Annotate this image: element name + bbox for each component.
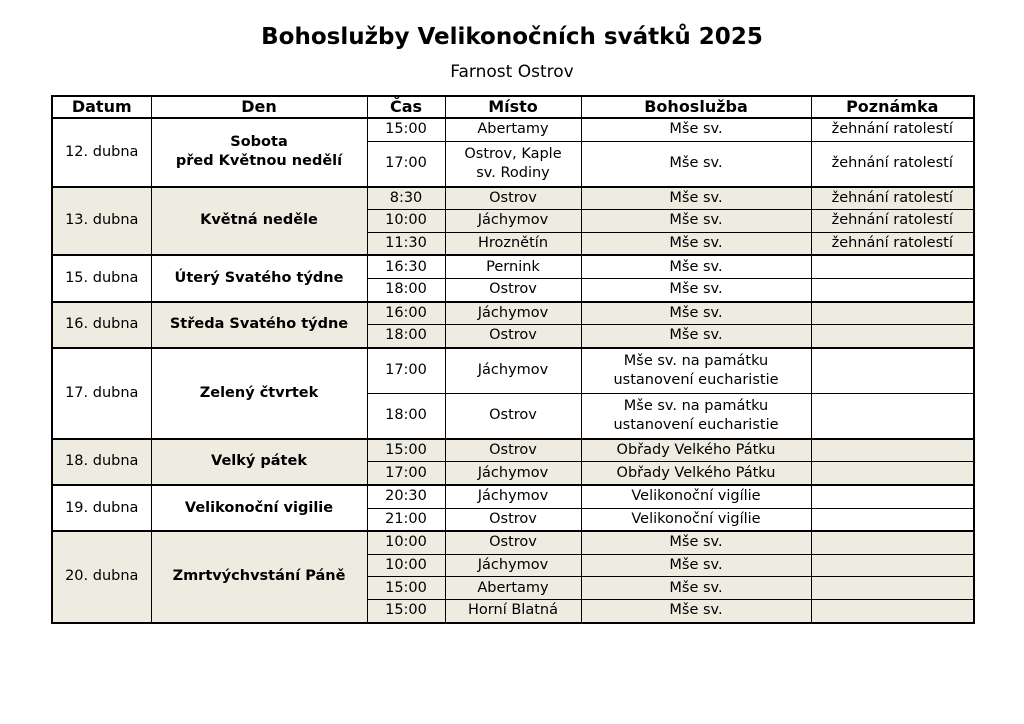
- place-cell: [445, 141, 581, 187]
- time-cell: 16:30: [367, 255, 445, 278]
- note-cell: žehnání ratolestí: [811, 210, 974, 233]
- service-cell: Mše sv.: [581, 255, 811, 278]
- table-row: [52, 118, 974, 141]
- date-cell: 19. dubna: [52, 485, 151, 531]
- place-cell: Pernink: [445, 255, 581, 278]
- time-cell: 21:00: [367, 508, 445, 531]
- day-cell: Zelený čtvrtek: [151, 348, 367, 439]
- place-cell: Ostrov: [445, 393, 581, 439]
- table-row: [52, 531, 974, 554]
- day-line: Sobota: [230, 134, 288, 151]
- day-cell: Zmrtvýchvstání Páně: [151, 531, 367, 622]
- col-header-datum: Datum: [52, 96, 151, 118]
- date-cell: 12. dubna: [52, 118, 151, 187]
- note-cell: [811, 508, 974, 531]
- time-cell: 17:00: [367, 141, 445, 187]
- note-cell: žehnání ratolestí: [811, 141, 974, 187]
- place-cell: Ostrov: [445, 187, 581, 210]
- time-cell: 18:00: [367, 278, 445, 301]
- table-row: [52, 187, 974, 210]
- col-header-poznamka: Poznámka: [811, 96, 974, 118]
- time-cell: 8:30: [367, 187, 445, 210]
- col-header-bohosluzba: Bohoslužba: [581, 96, 811, 118]
- day-cell: Velký pátek: [151, 439, 367, 485]
- time-cell: 15:00: [367, 577, 445, 600]
- date-cell: 15. dubna: [52, 255, 151, 301]
- table-row: [52, 485, 974, 508]
- service-cell: Mše sv.: [581, 210, 811, 233]
- note-cell: [811, 278, 974, 301]
- service-cell: Mše sv.: [581, 278, 811, 301]
- day-cell: Velikonoční vigilie: [151, 485, 367, 531]
- day-cell: [151, 118, 367, 187]
- time-cell: 18:00: [367, 325, 445, 348]
- day-group-2: [52, 255, 974, 301]
- note-cell: [811, 393, 974, 439]
- service-cell: Velikonoční vigílie: [581, 508, 811, 531]
- note-cell: žehnání ratolestí: [811, 232, 974, 255]
- col-header-misto: Místo: [445, 96, 581, 118]
- service-line: Mše sv. na památku: [623, 397, 769, 414]
- note-cell: [811, 485, 974, 508]
- time-cell: 11:30: [367, 232, 445, 255]
- place-cell: Jáchymov: [445, 485, 581, 508]
- day-group-7: [52, 531, 974, 622]
- service-cell: Mše sv.: [581, 554, 811, 577]
- note-cell: [811, 255, 974, 278]
- day-group-1: [52, 187, 974, 256]
- time-cell: 10:00: [367, 531, 445, 554]
- col-header-cas: Čas: [367, 96, 445, 118]
- table-header-row: [52, 96, 974, 118]
- table-row: [52, 255, 974, 278]
- note-cell: [811, 439, 974, 462]
- day-group-4: [52, 348, 974, 439]
- col-header-den: Den: [151, 96, 367, 118]
- service-cell: Obřady Velkého Pátku: [581, 462, 811, 485]
- place-cell: Abertamy: [445, 577, 581, 600]
- day-group-3: [52, 302, 974, 348]
- day-group-0: [52, 118, 974, 187]
- service-cell: Mše sv.: [581, 141, 811, 187]
- place-cell: Jáchymov: [445, 210, 581, 233]
- service-cell: Obřady Velkého Pátku: [581, 439, 811, 462]
- service-cell: Mše sv.: [581, 531, 811, 554]
- time-cell: 17:00: [367, 462, 445, 485]
- service-cell: Mše sv.: [581, 232, 811, 255]
- service-cell: Mše sv.: [581, 118, 811, 141]
- place-cell: Jáchymov: [445, 302, 581, 325]
- page-title: Bohoslužby Velikonočních svátků 2025: [261, 24, 763, 50]
- schedule-table: [51, 95, 975, 624]
- place-cell: Horní Blatná: [445, 599, 581, 622]
- note-cell: [811, 325, 974, 348]
- service-line: ustanovení eucharistie: [613, 371, 779, 388]
- page-subtitle: Farnost Ostrov: [450, 62, 574, 82]
- note-cell: žehnání ratolestí: [811, 187, 974, 210]
- place-line: sv. Rodiny: [476, 164, 550, 181]
- time-cell: 15:00: [367, 439, 445, 462]
- place-cell: Jáchymov: [445, 554, 581, 577]
- service-line: Mše sv. na památku: [623, 352, 769, 369]
- service-cell: [581, 393, 811, 439]
- date-cell: 18. dubna: [52, 439, 151, 485]
- note-cell: [811, 302, 974, 325]
- table-row: [52, 439, 974, 462]
- time-cell: 15:00: [367, 118, 445, 141]
- place-cell: Ostrov: [445, 531, 581, 554]
- place-cell: Abertamy: [445, 118, 581, 141]
- place-cell: Ostrov: [445, 508, 581, 531]
- date-cell: 16. dubna: [52, 302, 151, 348]
- day-cell: Květná neděle: [151, 187, 367, 256]
- note-cell: [811, 462, 974, 485]
- place-cell: Ostrov: [445, 325, 581, 348]
- day-cell: Středa Svatého týdne: [151, 302, 367, 348]
- time-cell: 15:00: [367, 599, 445, 622]
- place-cell: Ostrov: [445, 278, 581, 301]
- note-cell: [811, 577, 974, 600]
- note-cell: [811, 554, 974, 577]
- day-group-6: [52, 485, 974, 531]
- place-cell: Ostrov: [445, 439, 581, 462]
- note-cell: žehnání ratolestí: [811, 118, 974, 141]
- table-row: [52, 302, 974, 325]
- note-cell: [811, 348, 974, 394]
- place-line: Ostrov, Kaple: [464, 145, 562, 162]
- service-cell: [581, 348, 811, 394]
- day-line: před Květnou nedělí: [175, 153, 343, 170]
- place-cell: Hroznětín: [445, 232, 581, 255]
- note-cell: [811, 599, 974, 622]
- service-cell: Mše sv.: [581, 599, 811, 622]
- time-cell: 18:00: [367, 393, 445, 439]
- service-cell: Mše sv.: [581, 187, 811, 210]
- date-cell: 13. dubna: [52, 187, 151, 256]
- note-cell: [811, 531, 974, 554]
- day-group-5: [52, 439, 974, 485]
- day-cell: Úterý Svatého týdne: [151, 255, 367, 301]
- date-cell: 17. dubna: [52, 348, 151, 439]
- place-cell: Jáchymov: [445, 348, 581, 394]
- service-line: ustanovení eucharistie: [613, 416, 779, 433]
- service-cell: Mše sv.: [581, 577, 811, 600]
- service-cell: Mše sv.: [581, 325, 811, 348]
- time-cell: 20:30: [367, 485, 445, 508]
- time-cell: 10:00: [367, 210, 445, 233]
- table-row: [52, 348, 974, 394]
- place-cell: Jáchymov: [445, 462, 581, 485]
- time-cell: 17:00: [367, 348, 445, 394]
- date-cell: 20. dubna: [52, 531, 151, 622]
- time-cell: 16:00: [367, 302, 445, 325]
- service-cell: Mše sv.: [581, 302, 811, 325]
- time-cell: 10:00: [367, 554, 445, 577]
- service-cell: Velikonoční vigílie: [581, 485, 811, 508]
